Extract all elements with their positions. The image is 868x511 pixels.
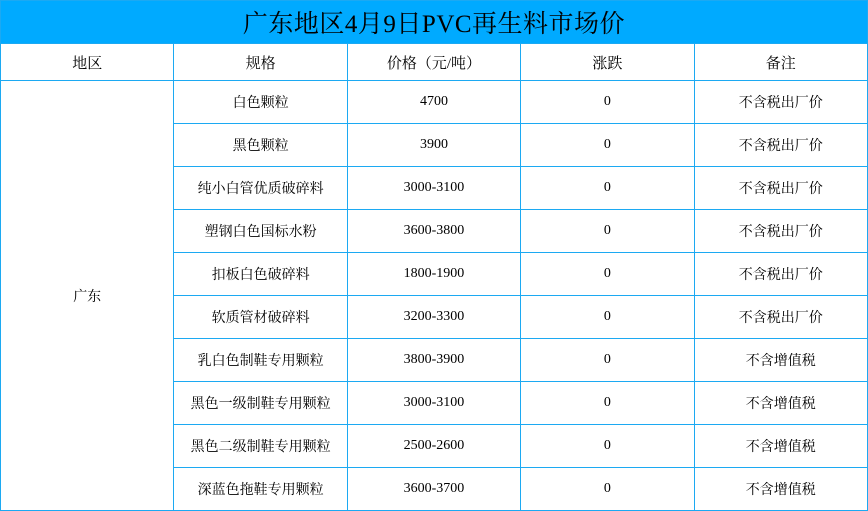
cell-remark: 不含税出厂价 bbox=[694, 296, 867, 339]
cell-spec: 纯小白管优质破碎料 bbox=[174, 167, 347, 210]
cell-remark: 不含税出厂价 bbox=[694, 167, 867, 210]
cell-price: 2500-2600 bbox=[347, 425, 520, 468]
table-header-row bbox=[1, 44, 868, 81]
cell-price: 3000-3100 bbox=[347, 382, 520, 425]
cell-spec: 白色颗粒 bbox=[174, 81, 347, 124]
cell-price: 3600-3800 bbox=[347, 210, 520, 253]
cell-price: 3600-3700 bbox=[347, 468, 520, 511]
cell-spec: 黑色二级制鞋专用颗粒 bbox=[174, 425, 347, 468]
cell-price: 3900 bbox=[347, 124, 520, 167]
cell-price: 3200-3300 bbox=[347, 296, 520, 339]
cell-remark: 不含增值税 bbox=[694, 339, 867, 382]
cell-spec: 黑色颗粒 bbox=[174, 124, 347, 167]
title-row bbox=[1, 1, 868, 44]
cell-remark: 不含税出厂价 bbox=[694, 210, 867, 253]
cell-spec: 软质管材破碎料 bbox=[174, 296, 347, 339]
region-cell-guangdong: 广东 bbox=[1, 81, 174, 511]
column-header-change: 涨跌 bbox=[521, 44, 694, 81]
cell-change: 0 bbox=[521, 296, 694, 339]
cell-remark: 不含税出厂价 bbox=[694, 124, 867, 167]
cell-price: 1800-1900 bbox=[347, 253, 520, 296]
page-title: 广东地区4月9日PVC再生料市场价 bbox=[1, 1, 868, 44]
cell-price: 3800-3900 bbox=[347, 339, 520, 382]
cell-change: 0 bbox=[521, 81, 694, 124]
column-header-region: 地区 bbox=[1, 44, 174, 81]
cell-remark: 不含增值税 bbox=[694, 382, 867, 425]
column-header-price: 价格（元/吨） bbox=[347, 44, 520, 81]
cell-change: 0 bbox=[521, 210, 694, 253]
cell-price: 4700 bbox=[347, 81, 520, 124]
cell-remark: 不含增值税 bbox=[694, 468, 867, 511]
cell-change: 0 bbox=[521, 339, 694, 382]
cell-change: 0 bbox=[521, 382, 694, 425]
cell-change: 0 bbox=[521, 124, 694, 167]
cell-spec: 黑色一级制鞋专用颗粒 bbox=[174, 382, 347, 425]
cell-remark: 不含税出厂价 bbox=[694, 253, 867, 296]
table-body bbox=[1, 1, 868, 511]
column-header-spec: 规格 bbox=[174, 44, 347, 81]
cell-change: 0 bbox=[521, 167, 694, 210]
cell-change: 0 bbox=[521, 253, 694, 296]
column-header-remark: 备注 bbox=[694, 44, 867, 81]
cell-change: 0 bbox=[521, 425, 694, 468]
cell-price: 3000-3100 bbox=[347, 167, 520, 210]
cell-spec: 乳白色制鞋专用颗粒 bbox=[174, 339, 347, 382]
cell-remark: 不含税出厂价 bbox=[694, 81, 867, 124]
cell-remark: 不含增值税 bbox=[694, 425, 867, 468]
cell-spec: 塑钢白色国标水粉 bbox=[174, 210, 347, 253]
cell-spec: 深蓝色拖鞋专用颗粒 bbox=[174, 468, 347, 511]
cell-spec: 扣板白色破碎料 bbox=[174, 253, 347, 296]
table-row bbox=[1, 81, 868, 124]
cell-change: 0 bbox=[521, 468, 694, 511]
